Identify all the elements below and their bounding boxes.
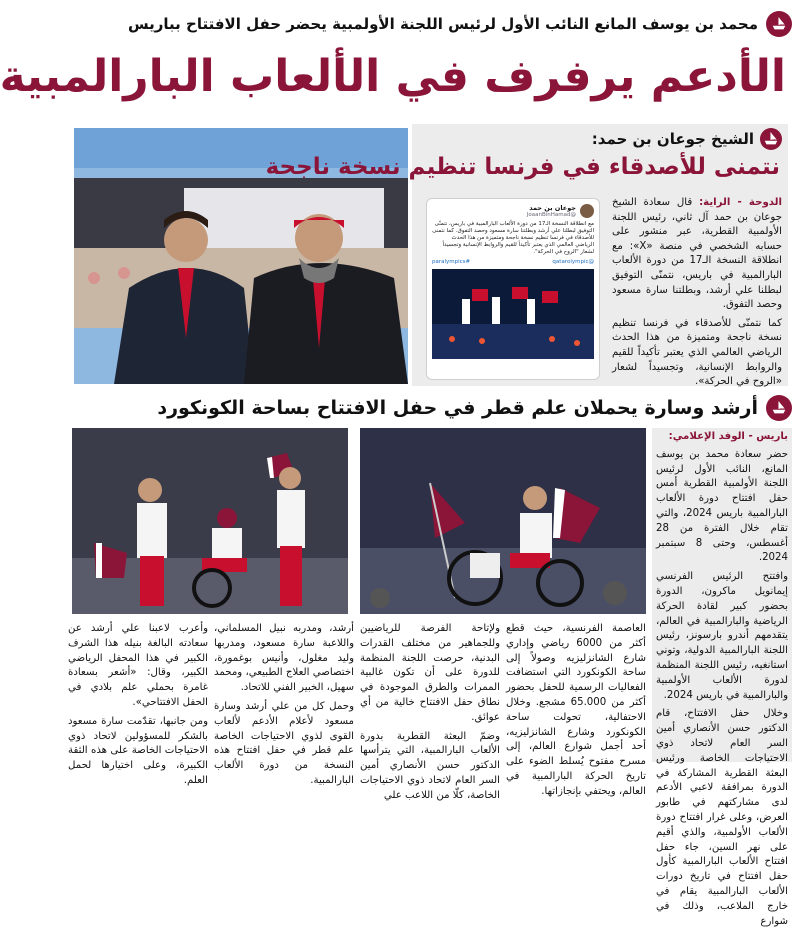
statement-box — [265, 124, 788, 388]
article-col4 — [214, 622, 354, 786]
box-text-body2: كما نتمنّى للأصدقاء في فرنسا تنظيم نسخة ناجحة ومتميزة من هذا الحدث الرياضي العالمي الذي يعتبر تأكيداً للقيم والروابط الإنسانية، وتجسيداً لشعار «الروح في الحركة». — [612, 317, 782, 388]
col1-p3: وخلال حفل الافتتاح، قام الدكتور حسن الأنصاري أمين السر العام لاتحاد ذوي الاحتياجات الخاصة ورئيس البعثة القطرية المشاركة في الدورة بمرافقة لاعبي الأدعم لدى مشاركتهم في طابور العرض، وعلى غرار افتتاح دورة الألعاب الأولمبية، والذي أقيم على نهر السين، جاء حفل افتتاح الألعاب البارالمبية كأول حفل افتتاح في تاريخ دورات الألعاب البارالمبية يقام في خارج الملاعب، وذلك في شوارع — [656, 708, 788, 927]
tweet-avatar — [580, 204, 594, 218]
tweet-text: مع انطلاقة النسخة الـ17 من دورة الألعاب البارالمبية في باريس، نتمنّى التوفيق لبطلنا علي أرشد وبطلتنا سارة مسعود وحصد التفوق. كما نتمنى للأصدقاء في فرنسا تنظيم نسخة ناجحة ومتميزة من هذا الحدث الرياضي العالمي الذي يعتبر تأكيداً للقيم والروابط الإنسانية وتجسيداً لشعار "الروح في الحركة". — [432, 221, 594, 255]
article-col3 — [360, 622, 500, 801]
article-dateline: باريس - الوفد الإعلامي: — [668, 431, 788, 442]
top-kicker-row — [62, 10, 792, 38]
athletes-photo-left — [72, 428, 348, 614]
ship-logo-icon — [766, 395, 792, 421]
box-text — [612, 196, 782, 388]
box-text-body: قال سعادة الشيخ جوعان بن حمد آل ثاني، رئيس اللجنة الأولمبية القطرية، عبر منشور على حسابه الشخصي في منصة «X»: مع انطلاقة النسخة الـ17 من دورة الألعاب البارالمبية في باريس، نتمنّى التوفيق لبطلنا علي أرشد، وبطلتنا سارة مسعود وحصد التفوق. — [612, 197, 782, 311]
tweet-hashtag[interactable]: #paralympics — [432, 259, 471, 265]
col1-p2: وافتتح الرئيس الفرنسي إيمانويل ماكرون، الدورة بحضور كبير لقادة الحركة الرياضية والبارالمبية في العالم، يتقدمهم أندرو بارسونز، رئيس اللجنة البارالمبية الدولية، وتوني استانغيه، رئيس اللجنة المنظمة لدورة الألعاب الأولمبية والبارالمبية في باريس 2024. — [656, 571, 788, 701]
box-title: نتمنى للأصدقاء في فرنسا تنظيم نسخة ناجحة — [265, 154, 780, 180]
athlete-flag-photo-right — [360, 428, 646, 614]
ship-logo-icon — [766, 11, 792, 37]
col4-p2: وحمل كل من علي أرشد وسارة مسعود لأعلام الأدعم لألعاب القوى لذوي الاحتياجات الخاصة علم قطر في حفل افتتاح هذه النسخة من دورة الألعاب البارالمبية. — [214, 700, 354, 786]
main-headline: الأدعم يرفرف في الألعاب البارالمبية — [0, 51, 786, 102]
col3-p2: وضمّ البعثة القطرية بدورة الألعاب البارالمبية، التي يترأسها الدكتور حسن الأنصاري أمين السر العام لاتحاد ذوي الاحتياجات الخاصة، كلّا من اللاعب علي — [360, 730, 500, 801]
tweet-name: جوعان بن حمد — [529, 204, 576, 212]
box-kicker: الشيخ جوعان بن حمد: — [591, 130, 754, 148]
col2-p1: العاصمة الفرنسية، حيث قطع أكثر من 6000 رياضي وإداري شارع الشانزليزيه وصولاً إلى ساحة الكونكورد التي استضافت الفعاليات الرسمية للحفل بحضور أكثر من 65.000 مشجع. وخلال الاحتفالية، تحولت ساحة الكونكورد وشارع الشانزليزيه، أحد أجمل شوارع العالم، إلى مسرح مفتوح يُسلط الضوء على تاريخ الحركة البارالمبية في العالم، ويحتفي بإنجازاتها. — [506, 623, 646, 797]
section2-headline-row — [62, 394, 792, 422]
section2-headline: أرشد وسارة يحملان علم قطر في حفل الافتتاح بساحة الكونكورد — [157, 397, 758, 419]
tweet-header — [432, 204, 594, 218]
article-col1 — [656, 430, 788, 927]
col5-p2: ومن جانبها، تقدّمت سارة مسعود بالشكر للمسؤولين لاتحاد ذوي الاحتياجات الخاصة على هذه الثقة الكبيرة، وعلى اختيارها لحمل العلم. — [68, 715, 208, 786]
col1-p1: حضر سعادة محمد بن يوسف المانع، النائب الأول لرئيس اللجنة الأولمبية القطرية أمس حفل افتتاح دورة الألعاب البارالمبية باريس 2024، والتي تقام خلال الفترة من 28 أغسطس، وحتى 8 سبتمبر 2024. — [656, 448, 788, 564]
article-col5 — [68, 622, 208, 786]
box-dateline: الدوحة - الراية: — [699, 197, 782, 208]
article-col2 — [506, 622, 646, 797]
tweet-handle: @JoaanBinHamad — [526, 212, 576, 218]
box-kicker-row — [592, 128, 782, 150]
col4-p1: أرشد، ومدربه نبيل المسلماني، واللاعبة سارة مسعود، ومدربها وليد مغلول، وأنيس بوغمورة، اختصاصي العلاج الطبيعي، ومحمد سهيل، الخبير الفني للاتحاد. — [214, 623, 354, 694]
col5-p1: وأعرب لاعبنا علي أرشد عن سعادته البالغة بنيله هذا الشرف الكبير في هذا المحفل الرياضي الكبير، وقال: «أشعر بسعادة غامرة بحملي علم بلادي في الحفل الافتتاحي». — [68, 623, 208, 708]
tweet-card-body — [426, 198, 600, 380]
col3-p1: ولإتاحة الفرصة للرياضيين وللجماهير من مختلف القدرات البدنية، حرصت اللجنة المنظمة للدورة على أن تكون غالبية الممرات والطرق الموجودة في نطاق حفل الافتتاح خالية من أي عوائق. — [360, 623, 500, 723]
tweet-mention[interactable]: @qatarolympic — [552, 259, 594, 265]
tweet-photo — [432, 269, 594, 359]
ship-logo-icon — [760, 128, 782, 150]
top-kicker: محمد بن يوسف المانع النائب الأول لرئيس اللجنة الأولمبية يحضر حفل الافتتاح بباريس — [127, 15, 758, 33]
